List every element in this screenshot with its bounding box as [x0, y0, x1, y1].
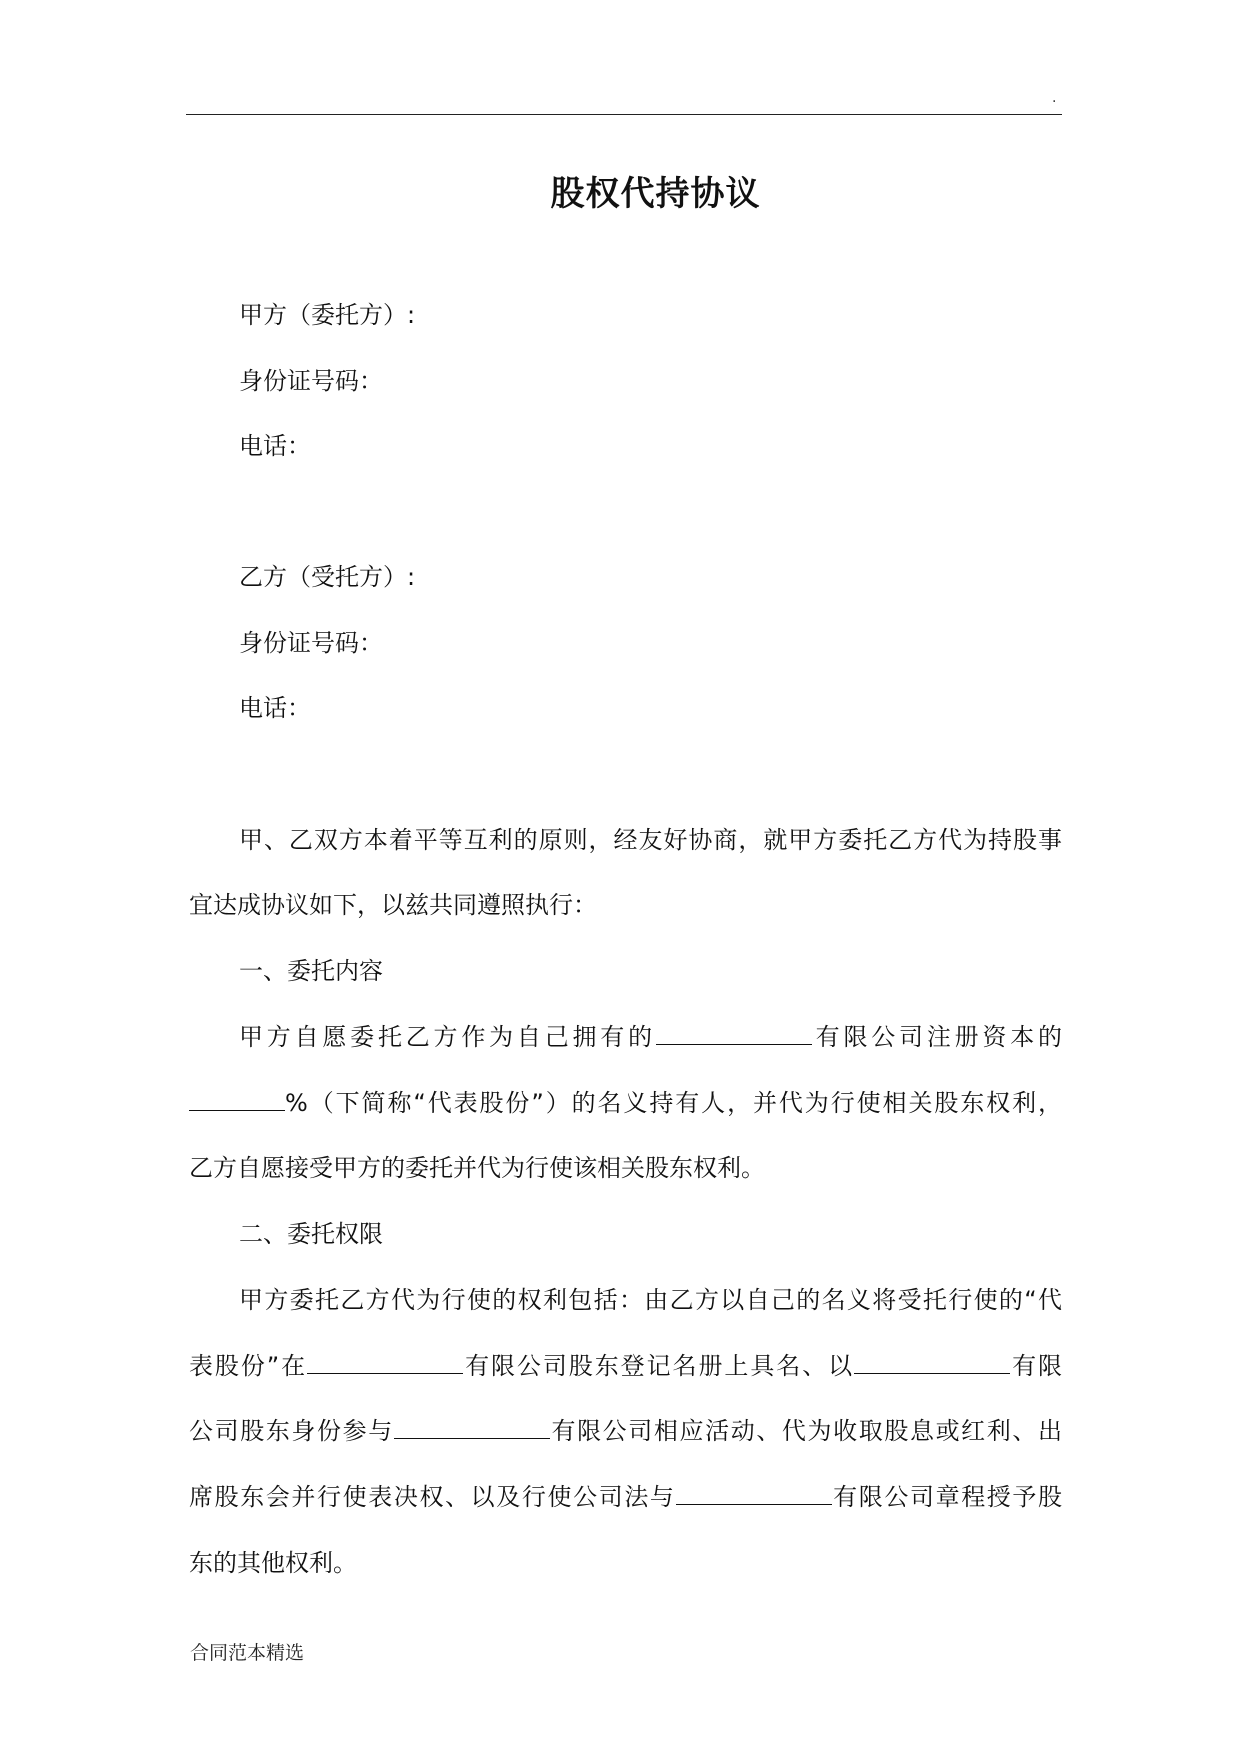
header-mark: .: [1052, 90, 1057, 106]
preamble-line-2: 宜达成协议如下，以兹共同遵照执行：: [189, 891, 597, 919]
section-2-text: 有限公司股东登记名册上具名、以: [463, 1352, 855, 1380]
party-a-id-label: 身份证号码：: [239, 367, 383, 395]
section-2-text: 公司股东身份参与: [189, 1417, 394, 1445]
section-2-line-2: [189, 1350, 1062, 1382]
section-1-line-1: [239, 1021, 1062, 1053]
section-1-text: 甲方自愿委托乙方作为自己拥有的: [239, 1023, 656, 1051]
section-1-line-2: [189, 1087, 1062, 1119]
company-name-blank: [854, 1351, 1010, 1374]
party-b-id-label: 身份证号码：: [239, 629, 383, 657]
section-2-line-4: [189, 1481, 1062, 1513]
party-a-phone-label: 电话：: [239, 432, 311, 460]
section-2-text: 有限公司相应活动、代为收取股息或红利、出: [549, 1417, 1063, 1445]
party-a-label: 甲方（委托方）:: [239, 301, 416, 329]
section-1-heading: 一、委托内容: [239, 957, 383, 985]
company-name-blank: [656, 1022, 812, 1045]
company-name-blank: [676, 1482, 832, 1505]
header-rule: [186, 114, 1062, 115]
party-b-phone-label: 电话：: [239, 694, 311, 722]
section-1-line-3: 乙方自愿接受甲方的委托并代为行使该相关股东权利。: [189, 1154, 765, 1182]
document-title: 股权代持协议: [550, 174, 761, 214]
company-name-blank: [307, 1351, 463, 1374]
section-2-text: 席股东会并行使表决权、以及行使公司法与: [189, 1483, 676, 1511]
party-b-label: 乙方（受托方）:: [239, 563, 416, 591]
section-2-heading: 二、委托权限: [239, 1220, 383, 1248]
percentage-blank: [189, 1088, 285, 1111]
section-2-line-3: [189, 1415, 1062, 1447]
section-2-text: 表股份”在: [189, 1352, 308, 1380]
section-1-text: 有限公司注册资本的: [811, 1023, 1062, 1051]
company-name-blank: [394, 1416, 550, 1439]
section-2-line-1: 甲方委托乙方代为行使的权利包括：由乙方以自己的名义将受托行使的“代: [239, 1286, 1062, 1314]
page-footer: 合同范本精选: [190, 1642, 305, 1664]
preamble-line-1: 甲、乙双方本着平等互利的原则，经友好协商，就甲方委托乙方代为持股事: [239, 826, 1062, 854]
section-2-text: 有限: [1010, 1352, 1062, 1380]
section-2-line-5: 东的其他权利。: [189, 1549, 357, 1577]
section-2-text: 有限公司章程授予股: [831, 1483, 1063, 1511]
section-1-text: %（下简称“代表股份”）的名义持有人，并代为行使相关股东权利，: [285, 1089, 1062, 1117]
